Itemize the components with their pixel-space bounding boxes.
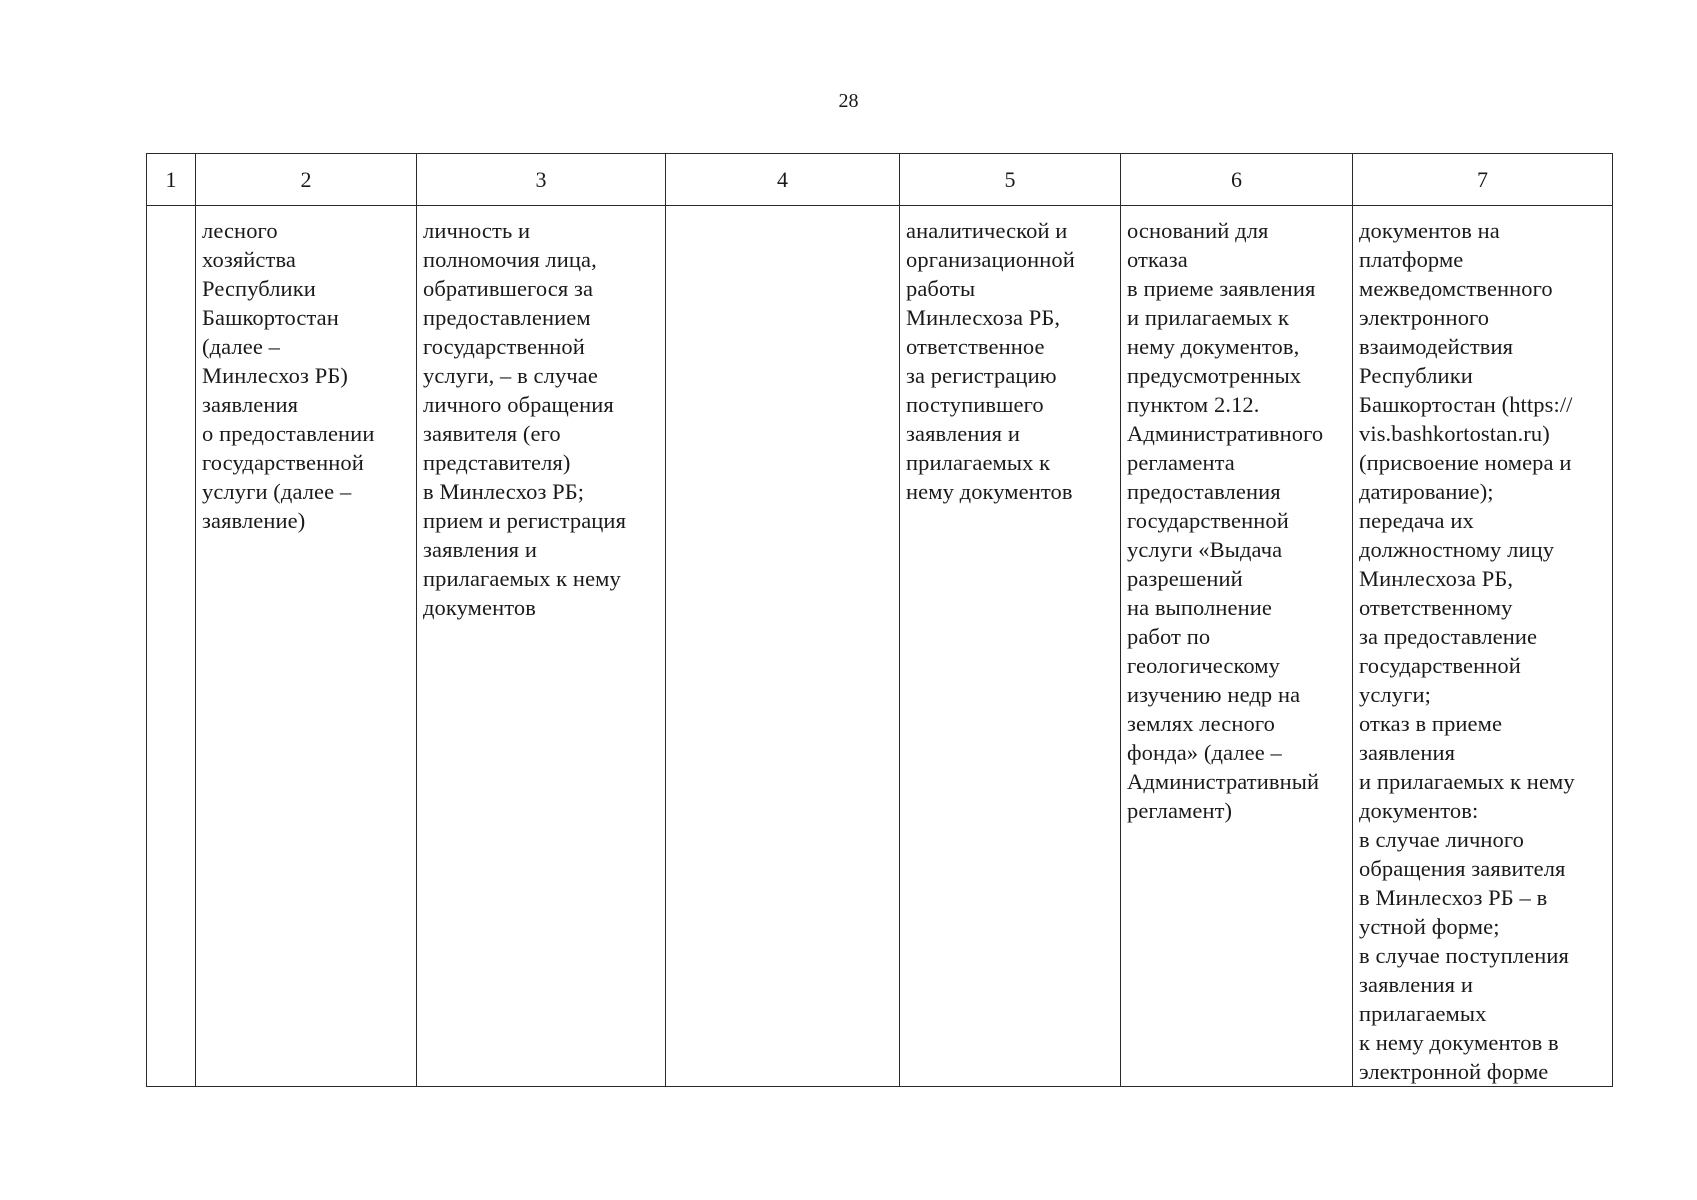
cell-text-7: документов на платформе межведомственного электронного взаимодействия Республики Башкортостан (https:// vis.bashkortostan.ru) (присвоение номера и датирование); передача их должностному лицу Минлесхоза РБ, ответственному за предоставление государственной услуги; отказ в приеме заявления и прилагаемых к нему документов: в случае личного обращения заявителя в Минлесхоз РБ – в устной форме; в случае поступления заявления и прилагаемых к нему документов в электронной форме <box>1359 218 1575 1084</box>
cell-text-6: оснований для отказа в приеме заявления и прилагаемых к нему документов, предусмотренных пунктом 2.12. Административного регламента предоставления государственной услуги «Выдача разрешений на выполнение работ по геологическому изучению недр на землях лесного фонда» (далее – Административный регламент) <box>1127 218 1324 823</box>
table-cell-1 <box>147 206 196 1087</box>
table-cell-5 <box>900 206 1121 1087</box>
column-header-1: 1 <box>147 154 196 206</box>
column-header-6: 6 <box>1121 154 1353 206</box>
cell-text-1 <box>147 206 195 216</box>
procedure-table <box>146 153 1613 1087</box>
cell-text-3: личность и полномочия лица, обратившегося за предоставлением государственной услуги, – в случае личного обращения заявителя (его представителя) в Минлесхоз РБ; прием и регистрация заявления и прилагаемых к нему документов <box>423 218 627 620</box>
column-header-4: 4 <box>666 154 900 206</box>
column-header-7: 7 <box>1353 154 1613 206</box>
table-cell-7 <box>1353 206 1613 1087</box>
column-header-5: 5 <box>900 154 1121 206</box>
table-cell-3 <box>417 206 666 1087</box>
column-header-2: 2 <box>196 154 417 206</box>
table-row <box>147 206 1613 1087</box>
page-number: 28 <box>838 90 859 112</box>
table-cell-6 <box>1121 206 1353 1087</box>
cell-text-2: лесного хозяйства Республики Башкортостан (далее – Минлесхоз РБ) заявления о предоставлении государственной услуги (далее – заявление) <box>202 218 375 533</box>
cell-text-4 <box>666 206 899 216</box>
column-header-3: 3 <box>417 154 666 206</box>
cell-text-5: аналитической и организационной работы Минлесхоза РБ, ответственное за регистрацию поступившего заявления и прилагаемых к нему документов <box>906 218 1075 504</box>
table-cell-2 <box>196 206 417 1087</box>
table-cell-4 <box>666 206 900 1087</box>
table-header-row <box>147 154 1613 206</box>
